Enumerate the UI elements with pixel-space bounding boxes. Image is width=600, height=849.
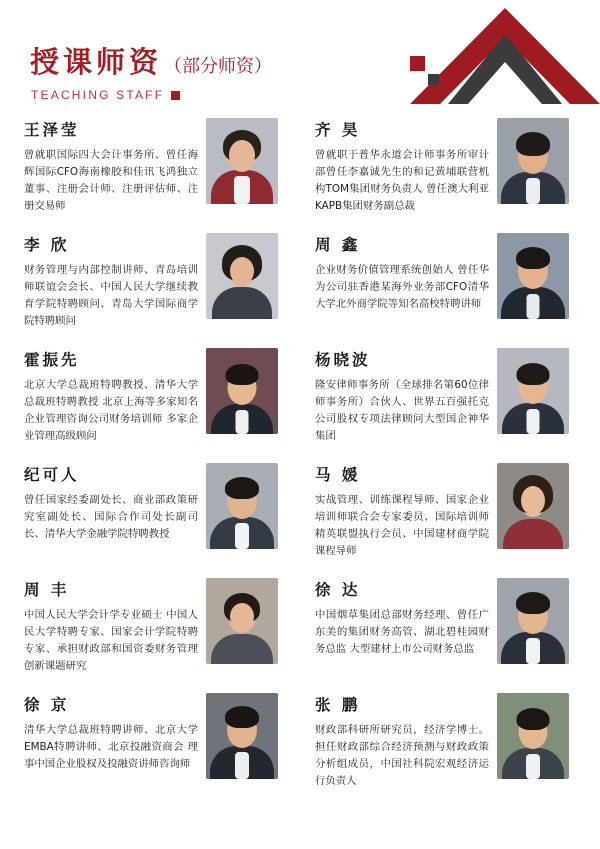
staff-photo bbox=[497, 693, 569, 779]
staff-bio: 中国烟草集团总部财务经理、曾任广东美的集团财务高管、湖北碧桂园财务总监 大型建材上市公司财务总监 bbox=[315, 609, 489, 655]
staff-name: 王泽莹 bbox=[24, 121, 80, 139]
staff-card bbox=[24, 233, 309, 348]
subtitle bbox=[31, 88, 180, 102]
staff-bio: 清华大学总裁班特聘讲师、北京大学EMBA特聘讲师、北京投融资商会 理事中国企业股权及投融资讲师咨询师 bbox=[24, 724, 198, 770]
staff-card bbox=[315, 233, 600, 348]
title-sub-text: （部分师资） bbox=[164, 56, 273, 77]
staff-bio: 曾任国家经委副处长、商业部政策研究室副处长、国际合作司处长副司长、清华大学金融学院特聘教授 bbox=[24, 494, 198, 540]
staff-photo bbox=[206, 118, 278, 204]
staff-info bbox=[315, 463, 497, 560]
staff-name: 周 鑫 bbox=[315, 236, 361, 254]
staff-card bbox=[24, 348, 309, 463]
staff-name: 李 欣 bbox=[24, 236, 70, 254]
staff-bio: 曾就职国际四大会计事务所、曾任海辉国际CFO海南橡胶和佳讯飞鸿独立董事、注册会计师、注册评估师、注册交易师 bbox=[24, 149, 198, 212]
staff-photo bbox=[206, 463, 278, 549]
subtitle-english-text: TEACHING STAFF bbox=[31, 88, 165, 102]
staff-name: 杨晓波 bbox=[315, 351, 371, 369]
staff-info bbox=[24, 348, 206, 445]
staff-name: 齐 昊 bbox=[315, 121, 361, 139]
header-decoration bbox=[410, 0, 600, 110]
staff-info bbox=[315, 693, 497, 790]
staff-bio: 中国人民大学会计学专业硕士 中国人民大学特聘专家、国家会计学院特聘专家、承担财政部和国资委财务管理创新课题研究 bbox=[24, 609, 198, 672]
staff-card bbox=[315, 463, 600, 578]
staff-card bbox=[24, 693, 309, 808]
staff-photo bbox=[206, 348, 278, 434]
staff-bio: 财务管理与内部控制讲师、青岛培训师联谊会会长、中国人民大学继续教育学院特聘顾问、青岛大学国际商学院特聘顾问 bbox=[24, 264, 198, 327]
staff-card bbox=[315, 348, 600, 463]
staff-photo bbox=[497, 463, 569, 549]
staff-bio: 北京大学总裁班特聘教授、清华大学总裁班特聘教授 北京上海等多家知名企业管理咨询公司财务培训师 多家企业管理高级顾问 bbox=[24, 379, 198, 442]
page-header bbox=[0, 0, 600, 118]
staff-photo bbox=[497, 348, 569, 434]
staff-card bbox=[24, 578, 309, 693]
staff-card bbox=[315, 118, 600, 233]
title-main-text: 授课师资 bbox=[30, 45, 163, 79]
staff-info bbox=[24, 693, 206, 790]
staff-photo bbox=[497, 233, 569, 319]
staff-name: 霍振先 bbox=[24, 351, 80, 369]
staff-photo bbox=[497, 578, 569, 664]
staff-bio: 实战管理、训练课程导师、国家企业培训师联合会专家委员、国际培训师精英联盟执行会员、中国建材商学院课程导师 bbox=[315, 494, 489, 557]
staff-bio: 财政部科研所研究员，经济学博士。担任财政部综合经济预测与财政政策分析组成员，中国社科院宏观经济运行负责人 bbox=[315, 724, 489, 787]
staff-bio: 企业财务价值管理系统创始人 曾任华为公司驻香港某海外业务部CFO清华大学北外商学院等知名高校特聘讲师 bbox=[315, 264, 489, 310]
subtitle-square-marker bbox=[171, 91, 180, 100]
staff-bio: 隆安律师事务所（全球排名第60位律师事务所）合伙人、世界五百强托克公司股权专项法律顾问大型国企神华集团 bbox=[315, 379, 489, 442]
staff-info bbox=[315, 348, 497, 445]
staff-info bbox=[315, 233, 497, 330]
staff-card bbox=[24, 118, 309, 233]
staff-name: 周 丰 bbox=[24, 581, 70, 599]
staff-name: 纪可人 bbox=[24, 466, 80, 484]
staff-photo bbox=[497, 118, 569, 204]
staff-card bbox=[315, 693, 600, 808]
staff-bio: 曾就职于普华永道会计师事务所审计部曾任李嘉诚先生的和记黄埔联营机构TOM集团财务负责人 曾任澳大利亚KAPB集团财务副总裁 bbox=[315, 149, 489, 212]
staff-card bbox=[315, 578, 600, 693]
staff-photo bbox=[206, 578, 278, 664]
teaching-staff-grid bbox=[0, 118, 600, 808]
staff-info bbox=[315, 118, 497, 215]
staff-name: 马 媛 bbox=[315, 466, 361, 484]
staff-name: 徐 京 bbox=[24, 696, 70, 714]
staff-name: 张 鹏 bbox=[315, 696, 361, 714]
staff-photo bbox=[206, 693, 278, 779]
staff-info bbox=[24, 463, 206, 560]
staff-info bbox=[315, 578, 497, 675]
staff-info bbox=[24, 233, 206, 330]
staff-card bbox=[24, 463, 309, 578]
staff-info bbox=[24, 118, 206, 215]
staff-photo bbox=[206, 233, 278, 319]
staff-name: 徐 达 bbox=[315, 581, 361, 599]
staff-info bbox=[24, 578, 206, 675]
page-title bbox=[30, 40, 272, 81]
